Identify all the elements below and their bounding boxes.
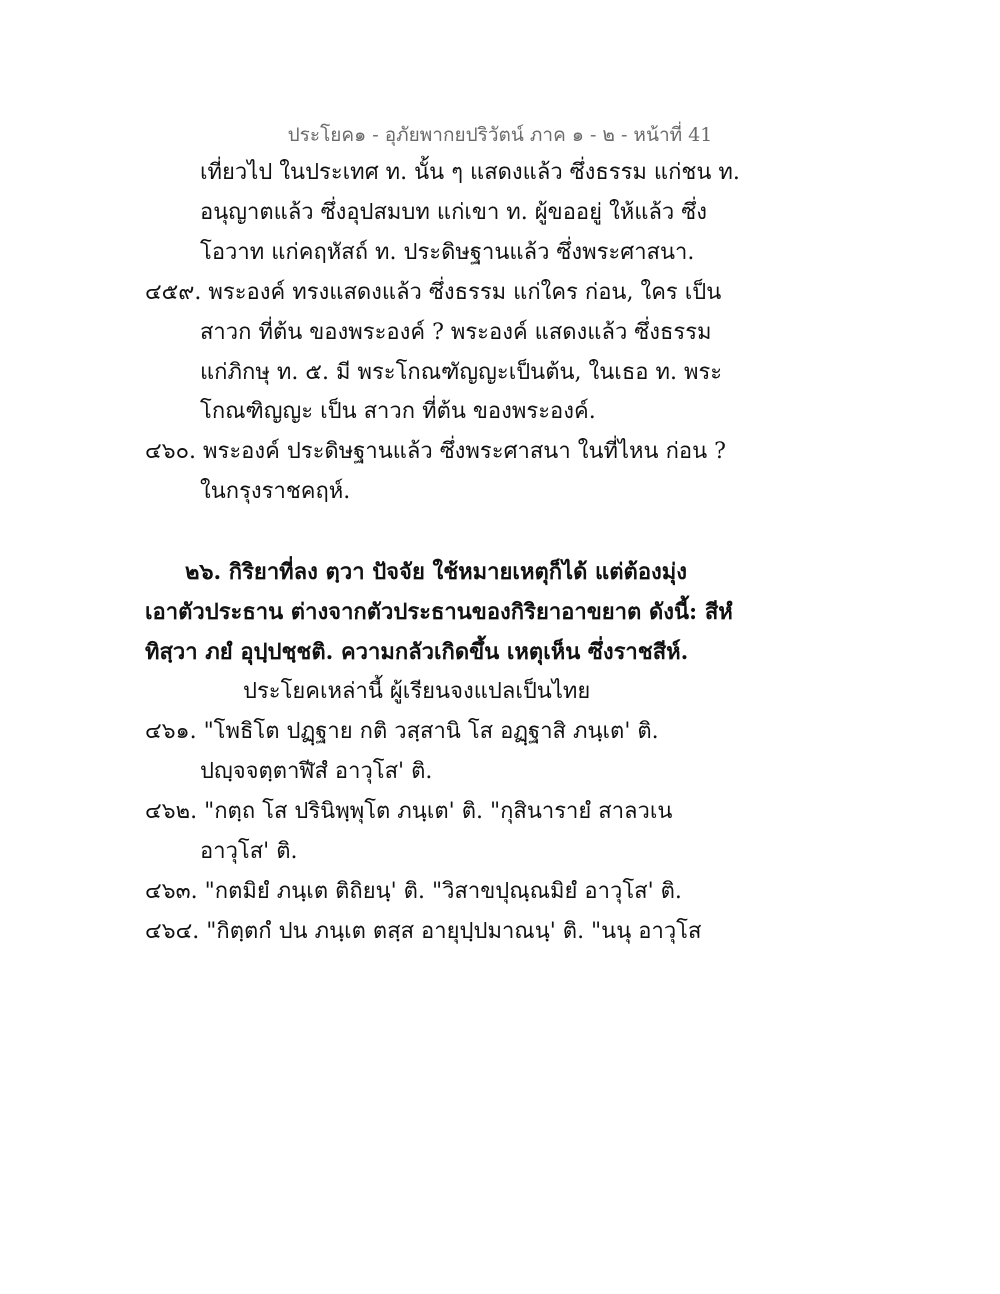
running-header: ประโยค๑ - อุภัยพากยปริวัตน์ ภาค ๑ - ๒ - หน้าที่ 41 <box>287 124 713 146</box>
exercise-item-463: ๔๖๓. "กตมิยํ ภนฺเต ติถิยนฺ' ติ. "วิสาขปุณฺณมิยํ อาวุโส' ติ. <box>145 879 682 904</box>
exercise-item-461: ๔๖๑. "โพธิโต ปฏฺฐาย กติ วสฺสานิ โส อฏฺฐาสิ ภนฺเต' ติ. <box>145 719 659 744</box>
body-line: อนุญาตแล้ว ซึ่งอุปสมบท แก่เขา ท. ผู้ขออยู่ ให้แล้ว ซึ่ง <box>200 200 707 225</box>
exercise-item-462-line: อาวุโส' ติ. <box>200 839 298 864</box>
section-26-heading: ๒๖. กิริยาที่ลง ตฺวา ปัจจัย ใช้หมายเหตุก็ได้ แต่ต้องมุ่ง <box>185 559 688 585</box>
exercise-item-460-line: ในกรุงราชคฤห์. <box>200 479 351 504</box>
exercise-item-459-line: แก่ภิกษุ ท. ๕. มี พระโกณฑัญญะเป็นต้น, ในเธอ ท. พระ <box>200 360 723 385</box>
exercise-item-462: ๔๖๒. "กตฺถ โส ปรินิพฺพุโต ภนฺเต' ติ. "กุสินารายํ สาลวเน <box>145 799 673 824</box>
body-line: เที่ยวไป ในประเทศ ท. นั้น ๆ แสดงแล้ว ซึ่งธรรม แก่ชน ท. <box>200 160 740 185</box>
instruction-line: ประโยคเหล่านี้ ผู้เรียนจงแปลเป็นไทย <box>243 679 591 704</box>
exercise-item-464: ๔๖๔. "กิตฺตกํ ปน ภนฺเต ตสฺส อายุปฺปมาณนฺ' ติ. "นนุ อาวุโส <box>145 919 702 944</box>
exercise-item-459-line: สาวก ที่ต้น ของพระองค์ ? พระองค์ แสดงแล้ว ซึ่งธรรม <box>200 320 712 345</box>
body-line: โอวาท แก่คฤหัสถ์ ท. ประดิษฐานแล้ว ซึ่งพระศาสนา. <box>200 240 695 265</box>
section-26-line: เอาตัวประธาน ต่างจากตัวประธานของกิริยาอาขยาต ดังนี้: สีหํ <box>145 599 733 625</box>
exercise-item-461-line: ปญฺจจตฺตาฬีสํ อาวุโส' ติ. <box>200 759 433 784</box>
exercise-item-459: ๔๕๙. พระองค์ ทรงแสดงแล้ว ซึ่งธรรม แก่ใคร ก่อน, ใคร เป็น <box>145 280 722 305</box>
exercise-item-459-line: โกณฑิญญะ เป็น สาวก ที่ต้น ของพระองค์. <box>200 399 596 424</box>
section-26-line: ทิสฺวา ภยํ อุปฺปชฺชติ. ความกลัวเกิดขึ้น เหตุเห็น ซึ่งราชสีห์. <box>145 639 689 665</box>
exercise-item-460: ๔๖๐. พระองค์ ประดิษฐานแล้ว ซึ่งพระศาสนา ในที่ไหน ก่อน ? <box>145 439 726 464</box>
